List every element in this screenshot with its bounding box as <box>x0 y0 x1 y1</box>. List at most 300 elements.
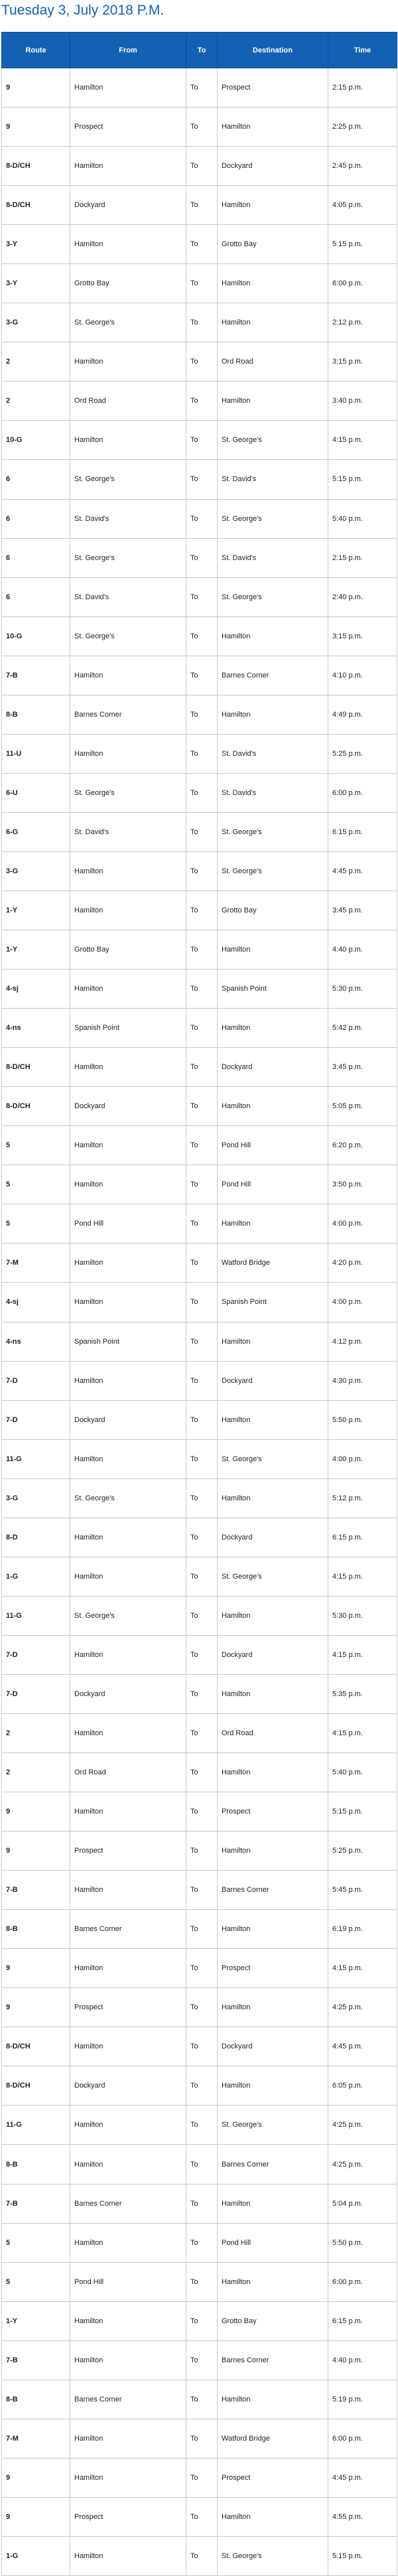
from-cell: Dockyard <box>70 186 186 225</box>
table-row <box>2 1361 397 1400</box>
destination-cell: St. George's <box>218 1557 328 1596</box>
destination-cell: Barnes Corner <box>218 1871 328 1910</box>
to-cell: To <box>186 1126 218 1165</box>
column-header-time: Time <box>328 33 397 68</box>
route-cell: 7-M <box>2 2419 70 2458</box>
table-row <box>2 1674 397 1713</box>
time-cell: 4:30 p.m. <box>328 1361 397 1400</box>
to-cell: To <box>186 2340 218 2380</box>
destination-cell: Dockyard <box>218 1361 328 1400</box>
table-row <box>2 538 397 577</box>
time-cell: 4:25 p.m. <box>328 1988 397 2027</box>
destination-cell: St. David's <box>218 734 328 773</box>
to-cell: To <box>186 499 218 538</box>
from-cell: Barnes Corner <box>70 2184 186 2223</box>
page-title: Tuesday 3, July 2018 P.M. <box>1 3 165 18</box>
from-cell: Pond Hill <box>70 2262 186 2301</box>
from-cell: Hamilton <box>70 1283 186 1322</box>
time-cell: 2:45 p.m. <box>328 147 397 186</box>
time-cell: 5:30 p.m. <box>328 969 397 1009</box>
time-cell: 3:15 p.m. <box>328 616 397 656</box>
from-cell: Prospect <box>70 1831 186 1871</box>
route-cell: 5 <box>2 2262 70 2301</box>
destination-cell: Barnes Corner <box>218 2145 328 2184</box>
destination-cell: Dockyard <box>218 1635 328 1674</box>
route-cell: 2 <box>2 342 70 382</box>
destination-cell: Dockyard <box>218 2027 328 2066</box>
route-cell: 11-G <box>2 1439 70 1478</box>
time-cell: 5:25 p.m. <box>328 734 397 773</box>
to-cell: To <box>186 1713 218 1753</box>
time-cell: 5:19 p.m. <box>328 2380 397 2419</box>
from-cell: St. George's <box>70 616 186 656</box>
from-cell: Hamilton <box>70 421 186 460</box>
table-row <box>2 1244 397 1283</box>
time-cell: 4:15 p.m. <box>328 421 397 460</box>
to-cell: To <box>186 2027 218 2066</box>
header-row <box>2 33 397 68</box>
route-cell: 7-D <box>2 1674 70 1713</box>
time-cell: 3:15 p.m. <box>328 342 397 382</box>
from-cell: Dockyard <box>70 1087 186 1126</box>
to-cell: To <box>186 342 218 382</box>
column-header-route: Route <box>2 33 70 68</box>
to-cell: To <box>186 1009 218 1048</box>
time-cell: 6:00 p.m. <box>328 2419 397 2458</box>
destination-cell: Watford Bridge <box>218 1244 328 1283</box>
from-cell: Hamilton <box>70 1635 186 1674</box>
to-cell: To <box>186 1439 218 1478</box>
destination-cell: Hamilton <box>218 1988 328 2027</box>
table-row <box>2 1831 397 1871</box>
time-cell: 4:40 p.m. <box>328 2340 397 2380</box>
route-cell: 6 <box>2 538 70 577</box>
from-cell: Grotto Bay <box>70 930 186 969</box>
time-cell: 6:15 p.m. <box>328 2301 397 2340</box>
time-cell: 6:00 p.m. <box>328 264 397 303</box>
route-cell: 8-B <box>2 2145 70 2184</box>
table-row <box>2 1596 397 1635</box>
table-row <box>2 2184 397 2223</box>
column-header-from: From <box>70 33 186 68</box>
destination-cell: Hamilton <box>218 107 328 147</box>
from-cell: Hamilton <box>70 1557 186 1596</box>
table-row <box>2 1518 397 1557</box>
to-cell: To <box>186 773 218 812</box>
from-cell: Hamilton <box>70 2340 186 2380</box>
to-cell: To <box>186 1557 218 1596</box>
to-cell: To <box>186 2380 218 2419</box>
destination-cell: Hamilton <box>218 1400 328 1439</box>
time-cell: 5:15 p.m. <box>328 2536 397 2575</box>
table-row <box>2 695 397 734</box>
from-cell: Hamilton <box>70 2106 186 2145</box>
destination-cell: Hamilton <box>218 1204 328 1244</box>
destination-cell: Hamilton <box>218 695 328 734</box>
route-cell: 9 <box>2 107 70 147</box>
to-cell: To <box>186 264 218 303</box>
destination-cell: Barnes Corner <box>218 2340 328 2380</box>
to-cell: To <box>186 2419 218 2458</box>
table-row <box>2 186 397 225</box>
destination-cell: Pond Hill <box>218 1165 328 1204</box>
from-cell: Hamilton <box>70 1871 186 1910</box>
from-cell: Hamilton <box>70 2145 186 2184</box>
time-cell: 5:45 p.m. <box>328 1871 397 1910</box>
from-cell: Hamilton <box>70 1165 186 1204</box>
time-cell: 4:55 p.m. <box>328 2497 397 2536</box>
time-cell: 5:35 p.m. <box>328 1674 397 1713</box>
destination-cell: St. George's <box>218 577 328 616</box>
time-cell: 4:12 p.m. <box>328 1322 397 1361</box>
table-row <box>2 2380 397 2419</box>
from-cell: Dockyard <box>70 1674 186 1713</box>
from-cell: Barnes Corner <box>70 1910 186 1949</box>
table-row <box>2 1400 397 1439</box>
to-cell: To <box>186 1087 218 1126</box>
destination-cell: Hamilton <box>218 616 328 656</box>
table-row <box>2 342 397 382</box>
to-cell: To <box>186 303 218 342</box>
table-row <box>2 812 397 851</box>
time-cell: 4:45 p.m. <box>328 2027 397 2066</box>
route-cell: 1-Y <box>2 930 70 969</box>
table-row <box>2 68 397 107</box>
to-cell: To <box>186 107 218 147</box>
route-cell: 3-G <box>2 303 70 342</box>
to-cell: To <box>186 695 218 734</box>
to-cell: To <box>186 616 218 656</box>
from-cell: Dockyard <box>70 1400 186 1439</box>
route-cell: 7-D <box>2 1400 70 1439</box>
destination-cell: Dockyard <box>218 1048 328 1087</box>
table-row <box>2 303 397 342</box>
table-row <box>2 1439 397 1478</box>
table-row <box>2 2301 397 2340</box>
table-row <box>2 969 397 1009</box>
route-cell: 1-G <box>2 1557 70 1596</box>
route-cell: 7-D <box>2 1361 70 1400</box>
from-cell: Hamilton <box>70 68 186 107</box>
time-cell: 4:15 p.m. <box>328 1635 397 1674</box>
destination-cell: St. George's <box>218 499 328 538</box>
destination-cell: Hamilton <box>218 1087 328 1126</box>
from-cell: Hamilton <box>70 1713 186 1753</box>
route-cell: 11-G <box>2 1596 70 1635</box>
to-cell: To <box>186 1400 218 1439</box>
route-cell: 5 <box>2 1165 70 1204</box>
route-cell: 6 <box>2 460 70 499</box>
to-cell: To <box>186 2497 218 2536</box>
destination-cell: St. George's <box>218 2106 328 2145</box>
destination-cell: Pond Hill <box>218 1126 328 1165</box>
time-cell: 4:15 p.m. <box>328 1713 397 1753</box>
route-cell: 3-G <box>2 851 70 891</box>
table-row <box>2 891 397 930</box>
to-cell: To <box>186 930 218 969</box>
to-cell: To <box>186 2184 218 2223</box>
to-cell: To <box>186 382 218 421</box>
from-cell: Hamilton <box>70 2223 186 2262</box>
route-cell: 8-B <box>2 695 70 734</box>
time-cell: 2:15 p.m. <box>328 538 397 577</box>
route-cell: 3-G <box>2 1478 70 1518</box>
schedule-table <box>1 32 397 2576</box>
destination-cell: Prospect <box>218 68 328 107</box>
table-row <box>2 225 397 264</box>
from-cell: Hamilton <box>70 656 186 695</box>
time-cell: 5:30 p.m. <box>328 1596 397 1635</box>
time-cell: 4:25 p.m. <box>328 2145 397 2184</box>
destination-cell: Hamilton <box>218 1596 328 1635</box>
destination-cell: St. George's <box>218 1439 328 1478</box>
from-cell: St. David's <box>70 499 186 538</box>
destination-cell: Hamilton <box>218 2380 328 2419</box>
to-cell: To <box>186 68 218 107</box>
route-cell: 10-G <box>2 421 70 460</box>
from-cell: Prospect <box>70 1988 186 2027</box>
route-cell: 9 <box>2 1831 70 1871</box>
table-row <box>2 2066 397 2106</box>
time-cell: 6:00 p.m. <box>328 773 397 812</box>
destination-cell: Hamilton <box>218 1831 328 1871</box>
from-cell: St. David's <box>70 812 186 851</box>
to-cell: To <box>186 812 218 851</box>
time-cell: 6:20 p.m. <box>328 1126 397 1165</box>
from-cell: Hamilton <box>70 851 186 891</box>
to-cell: To <box>186 1478 218 1518</box>
route-cell: 7-B <box>2 656 70 695</box>
table-row <box>2 421 397 460</box>
table-row <box>2 1478 397 1518</box>
time-cell: 5:25 p.m. <box>328 1831 397 1871</box>
destination-cell: Grotto Bay <box>218 2301 328 2340</box>
from-cell: St. George's <box>70 1596 186 1635</box>
destination-cell: Ord Road <box>218 1713 328 1753</box>
to-cell: To <box>186 1988 218 2027</box>
time-cell: 4:15 p.m. <box>328 1949 397 1988</box>
table-row <box>2 1713 397 1753</box>
to-cell: To <box>186 1361 218 1400</box>
from-cell: St. George's <box>70 773 186 812</box>
time-cell: 3:50 p.m. <box>328 1165 397 1204</box>
route-cell: 8-D/CH <box>2 2027 70 2066</box>
destination-cell: Hamilton <box>218 1674 328 1713</box>
destination-cell: Grotto Bay <box>218 225 328 264</box>
from-cell: Hamilton <box>70 2027 186 2066</box>
to-cell: To <box>186 1518 218 1557</box>
time-cell: 4:00 p.m. <box>328 1283 397 1322</box>
table-row <box>2 1009 397 1048</box>
table-row <box>2 1557 397 1596</box>
table-row <box>2 1910 397 1949</box>
column-header-to: To <box>186 33 218 68</box>
time-cell: 4:45 p.m. <box>328 2458 397 2497</box>
destination-cell: Hamilton <box>218 1910 328 1949</box>
table-row <box>2 2340 397 2380</box>
to-cell: To <box>186 2223 218 2262</box>
from-cell: St. George's <box>70 538 186 577</box>
from-cell: Hamilton <box>70 1126 186 1165</box>
route-cell: 2 <box>2 382 70 421</box>
destination-cell: Hamilton <box>218 1753 328 1792</box>
route-cell: 1-Y <box>2 891 70 930</box>
time-cell: 5:04 p.m. <box>328 2184 397 2223</box>
table-row <box>2 1753 397 1792</box>
destination-cell: St. David's <box>218 773 328 812</box>
table-row <box>2 1126 397 1165</box>
route-cell: 3-Y <box>2 225 70 264</box>
to-cell: To <box>186 2301 218 2340</box>
route-cell: 8-D <box>2 1518 70 1557</box>
to-cell: To <box>186 2145 218 2184</box>
to-cell: To <box>186 186 218 225</box>
destination-cell: Grotto Bay <box>218 891 328 930</box>
from-cell: Hamilton <box>70 969 186 1009</box>
time-cell: 4:49 p.m. <box>328 695 397 734</box>
table-row <box>2 2106 397 2145</box>
column-header-destination: Destination <box>218 33 328 68</box>
to-cell: To <box>186 969 218 1009</box>
to-cell: To <box>186 1165 218 1204</box>
table-row <box>2 107 397 147</box>
destination-cell: Watford Bridge <box>218 2419 328 2458</box>
route-cell: 5 <box>2 1204 70 1244</box>
table-row <box>2 1283 397 1322</box>
from-cell: Hamilton <box>70 2301 186 2340</box>
destination-cell: St. George's <box>218 812 328 851</box>
route-cell: 1-Y <box>2 2301 70 2340</box>
to-cell: To <box>186 1910 218 1949</box>
route-cell: 11-U <box>2 734 70 773</box>
table-row <box>2 1871 397 1910</box>
time-cell: 6:15 p.m. <box>328 1518 397 1557</box>
to-cell: To <box>186 2458 218 2497</box>
to-cell: To <box>186 538 218 577</box>
from-cell: Ord Road <box>70 1753 186 1792</box>
table-row <box>2 1949 397 1988</box>
destination-cell: Hamilton <box>218 1009 328 1048</box>
time-cell: 4:40 p.m. <box>328 930 397 969</box>
from-cell: Hamilton <box>70 891 186 930</box>
time-cell: 6:19 p.m. <box>328 1910 397 1949</box>
table-row <box>2 2419 397 2458</box>
destination-cell: Hamilton <box>218 1478 328 1518</box>
time-cell: 2:25 p.m. <box>328 107 397 147</box>
to-cell: To <box>186 656 218 695</box>
to-cell: To <box>186 1753 218 1792</box>
destination-cell: Prospect <box>218 1949 328 1988</box>
to-cell: To <box>186 225 218 264</box>
route-cell: 9 <box>2 1792 70 1831</box>
to-cell: To <box>186 1204 218 1244</box>
time-cell: 5:15 p.m. <box>328 1792 397 1831</box>
route-cell: 5 <box>2 2223 70 2262</box>
from-cell: Hamilton <box>70 1949 186 1988</box>
table-row <box>2 147 397 186</box>
schedule-table-body <box>2 68 397 2576</box>
destination-cell: Prospect <box>218 2458 328 2497</box>
destination-cell: Hamilton <box>218 2184 328 2223</box>
from-cell: St. David's <box>70 577 186 616</box>
from-cell: Ord Road <box>70 382 186 421</box>
from-cell: Hamilton <box>70 1439 186 1478</box>
table-row <box>2 460 397 499</box>
table-row <box>2 2223 397 2262</box>
destination-cell: Ord Road <box>218 342 328 382</box>
table-row <box>2 851 397 891</box>
from-cell: St. George's <box>70 303 186 342</box>
to-cell: To <box>186 2066 218 2106</box>
to-cell: To <box>186 1283 218 1322</box>
table-row <box>2 2458 397 2497</box>
destination-cell: Spanish Point <box>218 1283 328 1322</box>
route-cell: 4-ns <box>2 1322 70 1361</box>
destination-cell: St. George's <box>218 2536 328 2575</box>
from-cell: Hamilton <box>70 147 186 186</box>
destination-cell: Hamilton <box>218 2497 328 2536</box>
route-cell: 10-G <box>2 616 70 656</box>
to-cell: To <box>186 891 218 930</box>
destination-cell: Dockyard <box>218 1518 328 1557</box>
route-cell: 4-sj <box>2 969 70 1009</box>
to-cell: To <box>186 734 218 773</box>
time-cell: 5:50 p.m. <box>328 1400 397 1439</box>
from-cell: Hamilton <box>70 1518 186 1557</box>
from-cell: Hamilton <box>70 2458 186 2497</box>
route-cell: 7-B <box>2 2340 70 2380</box>
time-cell: 3:40 p.m. <box>328 382 397 421</box>
route-cell: 8-B <box>2 2380 70 2419</box>
from-cell: Pond Hill <box>70 1204 186 1244</box>
from-cell: Hamilton <box>70 2419 186 2458</box>
time-cell: 4:00 p.m. <box>328 1439 397 1478</box>
to-cell: To <box>186 1792 218 1831</box>
table-row <box>2 1048 397 1087</box>
route-cell: 5 <box>2 1126 70 1165</box>
destination-cell: St. David's <box>218 538 328 577</box>
to-cell: To <box>186 1674 218 1713</box>
destination-cell: Spanish Point <box>218 969 328 1009</box>
table-row <box>2 930 397 969</box>
time-cell: 3:45 p.m. <box>328 891 397 930</box>
table-row <box>2 2027 397 2066</box>
from-cell: Spanish Point <box>70 1009 186 1048</box>
time-cell: 6:15 p.m. <box>328 812 397 851</box>
route-cell: 8-D/CH <box>2 1087 70 1126</box>
table-row <box>2 499 397 538</box>
from-cell: Hamilton <box>70 1361 186 1400</box>
time-cell: 5:50 p.m. <box>328 2223 397 2262</box>
table-row <box>2 1204 397 1244</box>
time-cell: 6:00 p.m. <box>328 2262 397 2301</box>
destination-cell: Hamilton <box>218 2262 328 2301</box>
destination-cell: Hamilton <box>218 2066 328 2106</box>
to-cell: To <box>186 1244 218 1283</box>
route-cell: 2 <box>2 1713 70 1753</box>
route-cell: 8-B <box>2 1910 70 1949</box>
time-cell: 2:12 p.m. <box>328 303 397 342</box>
from-cell: Hamilton <box>70 1048 186 1087</box>
time-cell: 2:40 p.m. <box>328 577 397 616</box>
from-cell: Hamilton <box>70 225 186 264</box>
route-cell: 1-G <box>2 2536 70 2575</box>
to-cell: To <box>186 1831 218 1871</box>
destination-cell: St. George's <box>218 421 328 460</box>
time-cell: 5:40 p.m. <box>328 1753 397 1792</box>
time-cell: 5:05 p.m. <box>328 1087 397 1126</box>
route-cell: 6-U <box>2 773 70 812</box>
